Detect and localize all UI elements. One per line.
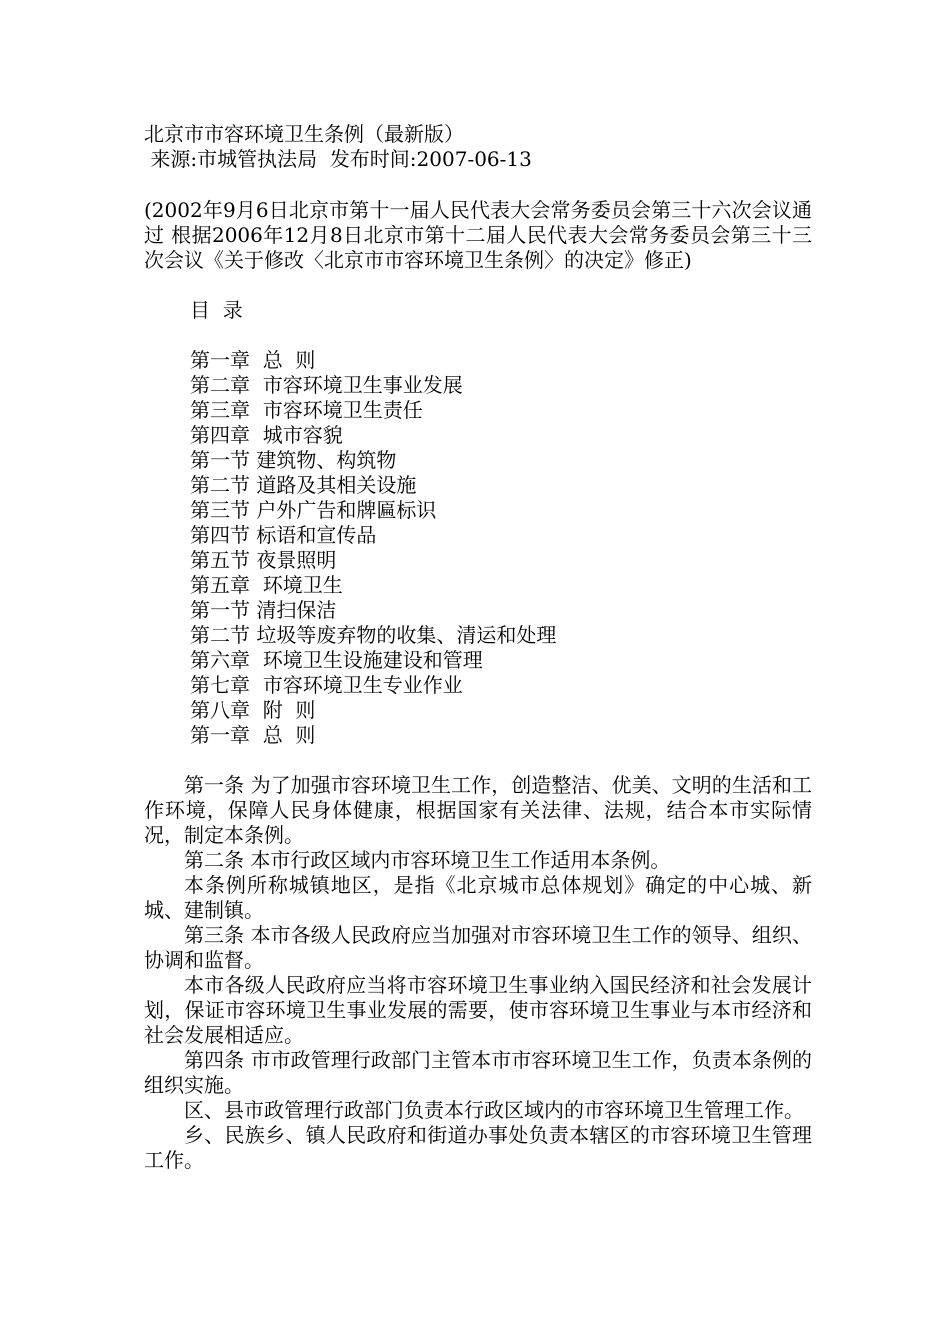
toc-item: 第一节 清扫保洁	[190, 598, 337, 622]
toc-item: 第三节 户外广告和牌匾标识	[190, 498, 437, 522]
toc-item: 第一章 总 则	[190, 723, 316, 747]
toc-item: 第二节 道路及其相关设施	[190, 473, 417, 497]
source-line: 来源:市城管执法局 发布时间:2007-06-13	[144, 147, 532, 171]
toc-item: 第六章 环境卫生设施建设和管理	[190, 648, 483, 672]
toc-item: 第七章 市容环境卫生专业作业	[190, 673, 463, 697]
article-paragraph: 第四条 市市政管理行政部门主管本市市容环境卫生工作，负责本条例的组织实施。	[144, 1048, 812, 1097]
spacer	[144, 323, 812, 348]
article-paragraph: 区、县市政管理行政部门负责本行政区域内的市容环境卫生管理工作。	[184, 1098, 804, 1122]
spacer	[144, 273, 812, 298]
toc-item: 第五节 夜景照明	[190, 548, 337, 572]
toc-heading: 目 录	[190, 298, 243, 322]
toc-item: 第四节 标语和宣传品	[190, 523, 377, 547]
article-paragraph: 本条例所称城镇地区，是指《北京城市总体规划》确定的中心城、新城、建制镇。	[144, 873, 812, 922]
article-paragraph: 第二条 本市行政区域内市容环境卫生工作适用本条例。	[184, 848, 671, 872]
toc-item: 第一章 总 则	[190, 348, 316, 372]
preamble: (2002年9月6日北京市第十一届人民代表大会常务委员会第三十六次会议通过 根据2006年12月8日北京市第十二届人民代表大会常务委员会第三十三次会议《关于修改〈北京市市容环境卫生条例〉的决定》修正)	[144, 198, 812, 272]
article-paragraph: 第三条 本市各级人民政府应当加强对市容环境卫生工作的领导、组织、协调和监督。	[144, 923, 812, 972]
document-title: 北京市市容环境卫生条例（最新版）	[144, 122, 464, 146]
body-text	[144, 773, 812, 1173]
toc-item: 第四章 城市容貌	[190, 423, 343, 447]
spacer	[144, 748, 812, 773]
toc-item: 第二节 垃圾等废弃物的收集、清运和处理	[190, 623, 557, 647]
toc-item: 第二章 市容环境卫生事业发展	[190, 373, 463, 397]
article-paragraph: 乡、民族乡、镇人民政府和街道办事处负责本辖区的市容环境卫生管理工作。	[144, 1123, 812, 1172]
toc-item: 第一节 建筑物、构筑物	[190, 448, 397, 472]
table-of-contents	[144, 348, 812, 748]
article-paragraph: 第一条 为了加强市容环境卫生工作，创造整洁、优美、文明的生活和工作环境，保障人民身体健康，根据国家有关法律、法规，结合本市实际情况，制定本条例。	[144, 773, 812, 847]
article-paragraph: 本市各级人民政府应当将市容环境卫生事业纳入国民经济和社会发展计划，保证市容环境卫生事业发展的需要，使市容环境卫生事业与本市经济和社会发展相适应。	[144, 973, 812, 1047]
toc-item: 第五章 环境卫生	[190, 573, 343, 597]
toc-item: 第三章 市容环境卫生责任	[190, 398, 423, 422]
spacer	[144, 172, 812, 198]
toc-item: 第八章 附 则	[190, 698, 316, 722]
document-page	[144, 122, 812, 1173]
